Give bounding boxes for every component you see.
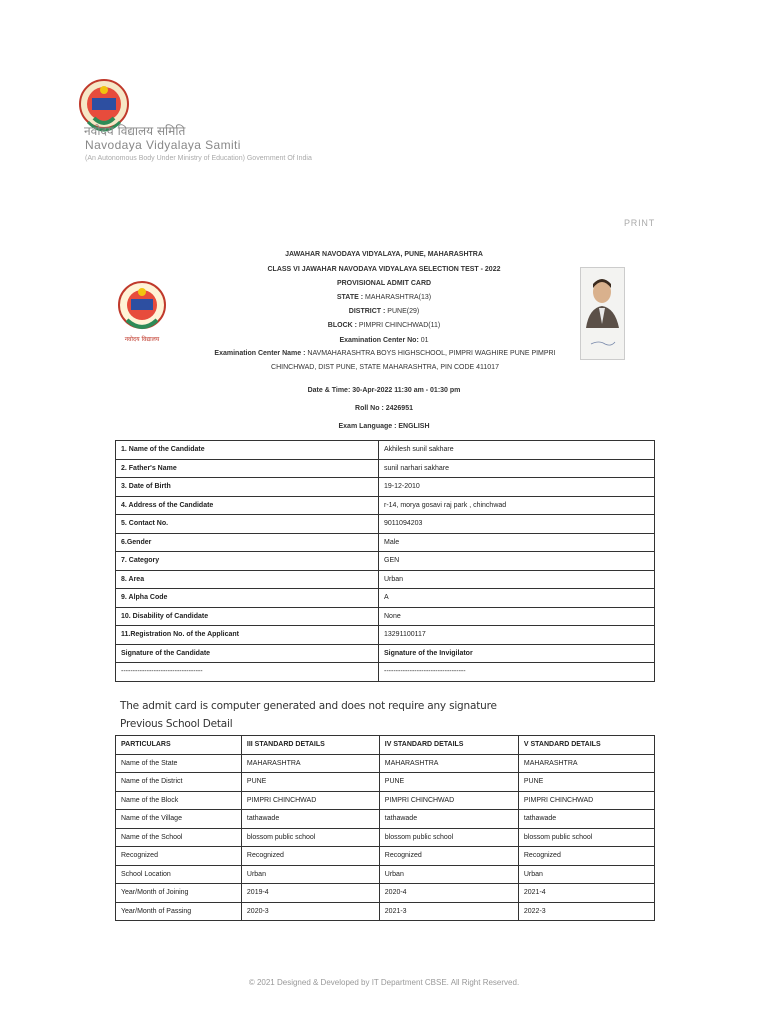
table-row (116, 607, 655, 626)
print-link[interactable]: PRINT (624, 218, 655, 228)
table-cell: PUNE (379, 773, 518, 792)
field-value: 13291100117 (379, 626, 655, 645)
table-row (116, 589, 655, 608)
candidate-photo (580, 267, 625, 360)
field-value: Akhilesh sunil sakhare (379, 441, 655, 460)
field-label: 5. Contact No. (116, 515, 379, 534)
table-cell: blossom public school (518, 828, 654, 847)
table-cell: PUNE (241, 773, 379, 792)
table-row (116, 884, 655, 903)
table-cell: PIMPRI CHINCHWAD (241, 791, 379, 810)
table-cell: PUNE (518, 773, 654, 792)
table-row (116, 515, 655, 534)
table-cell: PIMPRI CHINCHWAD (379, 791, 518, 810)
invigilator-signature-label: Signature of the Invigilator (379, 644, 655, 663)
field-label: 10. Disability of Candidate (116, 607, 379, 626)
column-header: IV STANDARD DETAILS (379, 736, 518, 755)
field-label: 11.Registration No. of the Applicant (116, 626, 379, 645)
table-cell: MAHARASHTRA (518, 754, 654, 773)
signature-label-row (116, 644, 655, 663)
test-name: CLASS VI JAWAHAR NAVODAYA VIDYALAYA SELECTION TEST - 2022 (267, 266, 501, 273)
card-title: PROVISIONAL ADMIT CARD (336, 280, 432, 287)
invigilator-signature-line: ----------------------------------- (379, 663, 655, 682)
table-cell: MAHARASHTRA (379, 754, 518, 773)
exam-language: Exam Language : ENGLISH (338, 423, 430, 430)
table-cell: Year/Month of Joining (116, 884, 242, 903)
table-row (116, 533, 655, 552)
table-row (116, 570, 655, 589)
table-row (116, 902, 655, 921)
center-name-line: Examination Center Name : NAVMAHARASHTRA BOYS HIGHSCHOOL, PIMPRI WAGHIRE PUNE PIMPRI CHINCHWAD, DIST PUNE, STATE MAHARASHTRA, PIN CODE 411017 (214, 350, 556, 371)
table-row (116, 773, 655, 792)
table-row (116, 810, 655, 829)
field-label: 6.Gender (116, 533, 379, 552)
field-label: 4. Address of the Candidate (116, 496, 379, 515)
table-row (116, 865, 655, 884)
table-row (116, 754, 655, 773)
field-value: 19-12-2010 (379, 478, 655, 497)
candidate-signature-label: Signature of the Candidate (116, 644, 379, 663)
table-row (116, 626, 655, 645)
table-row (116, 828, 655, 847)
field-value: sunil narhari sakhare (379, 459, 655, 478)
table-row (116, 791, 655, 810)
state-line: STATE : MAHARASHTRA(13) (336, 294, 432, 301)
table-cell: Name of the Block (116, 791, 242, 810)
footer-copyright: © 2021 Designed & Developed by IT Department CBSE. All Right Reserved. (248, 978, 520, 987)
table-cell: 2020-3 (241, 902, 379, 921)
table-row (116, 441, 655, 460)
field-value: Urban (379, 570, 655, 589)
table-cell: Recognized (116, 847, 242, 866)
exam-datetime: Date & Time: 30-Apr-2022 11:30 am - 01:30 pm (307, 387, 461, 394)
candidate-photo-image (581, 268, 624, 359)
school-name: JAWAHAR NAVODAYA VIDYALAYA, PUNE, MAHARASHTRA (285, 251, 483, 258)
field-label: 1. Name of the Candidate (116, 441, 379, 460)
column-header: PARTICULARS (116, 736, 242, 755)
block-line: BLOCK : PIMPRI CHINCHWAD(11) (327, 322, 441, 329)
field-value: Male (379, 533, 655, 552)
org-subtitle: (An Autonomous Body Under Ministry of Education) Government Of India (85, 155, 312, 162)
table-row (116, 459, 655, 478)
table-cell: blossom public school (379, 828, 518, 847)
field-label: 8. Area (116, 570, 379, 589)
signature-line-row (116, 663, 655, 682)
column-header: V STANDARD DETAILS (518, 736, 654, 755)
table-cell: Name of the School (116, 828, 242, 847)
candidate-details-table (115, 440, 655, 682)
center-no-line: Examination Center No: 01 (339, 337, 429, 344)
table-row (116, 552, 655, 571)
table-cell: Urban (518, 865, 654, 884)
candidate-signature-line: ----------------------------------- (116, 663, 379, 682)
previous-school-table (115, 735, 655, 921)
field-value: 9011094203 (379, 515, 655, 534)
svg-text:नवोदय विद्यालय: नवोदय विद्यालय (124, 336, 160, 343)
table-cell: Recognized (518, 847, 654, 866)
column-header: III STANDARD DETAILS (241, 736, 379, 755)
table-cell: Name of the Village (116, 810, 242, 829)
table-cell: 2020-4 (379, 884, 518, 903)
table-cell: tathawade (518, 810, 654, 829)
table-cell: Name of the State (116, 754, 242, 773)
table-cell: 2021-3 (379, 902, 518, 921)
district-line: DISTRICT : PUNE(29) (348, 308, 420, 315)
table-cell: MAHARASHTRA (241, 754, 379, 773)
table-cell: tathawade (379, 810, 518, 829)
table-row (116, 478, 655, 497)
field-value: A (379, 589, 655, 608)
field-value: None (379, 607, 655, 626)
table-cell: Recognized (241, 847, 379, 866)
table-row (116, 847, 655, 866)
field-value: r-14, morya gosavi raj park , chinchwad (379, 496, 655, 515)
table-cell: Year/Month of Passing (116, 902, 242, 921)
computer-generated-note: The admit card is computer generated and does not require any signature (120, 700, 497, 712)
field-label: 3. Date of Birth (116, 478, 379, 497)
field-label: 9. Alpha Code (116, 589, 379, 608)
org-name: Navodaya Vidyalaya Samiti (85, 138, 241, 152)
previous-school-title: Previous School Detail (120, 718, 233, 730)
table-cell: PIMPRI CHINCHWAD (518, 791, 654, 810)
field-value: GEN (379, 552, 655, 571)
table-row (116, 496, 655, 515)
field-label: 7. Category (116, 552, 379, 571)
table-cell: Recognized (379, 847, 518, 866)
table-cell: Urban (241, 865, 379, 884)
table-cell: 2019-4 (241, 884, 379, 903)
table-cell: Urban (379, 865, 518, 884)
org-hindi-name: नवोदय विद्यालय समिति (84, 124, 186, 138)
table-cell: 2021-4 (518, 884, 654, 903)
table-cell: blossom public school (241, 828, 379, 847)
nvs-emblem-icon (117, 280, 167, 344)
table-cell: tathawade (241, 810, 379, 829)
roll-no: Roll No : 2426951 (355, 405, 413, 412)
table-cell: Name of the District (116, 773, 242, 792)
field-label: 2. Father's Name (116, 459, 379, 478)
table-cell: School Location (116, 865, 242, 884)
table-cell: 2022-3 (518, 902, 654, 921)
